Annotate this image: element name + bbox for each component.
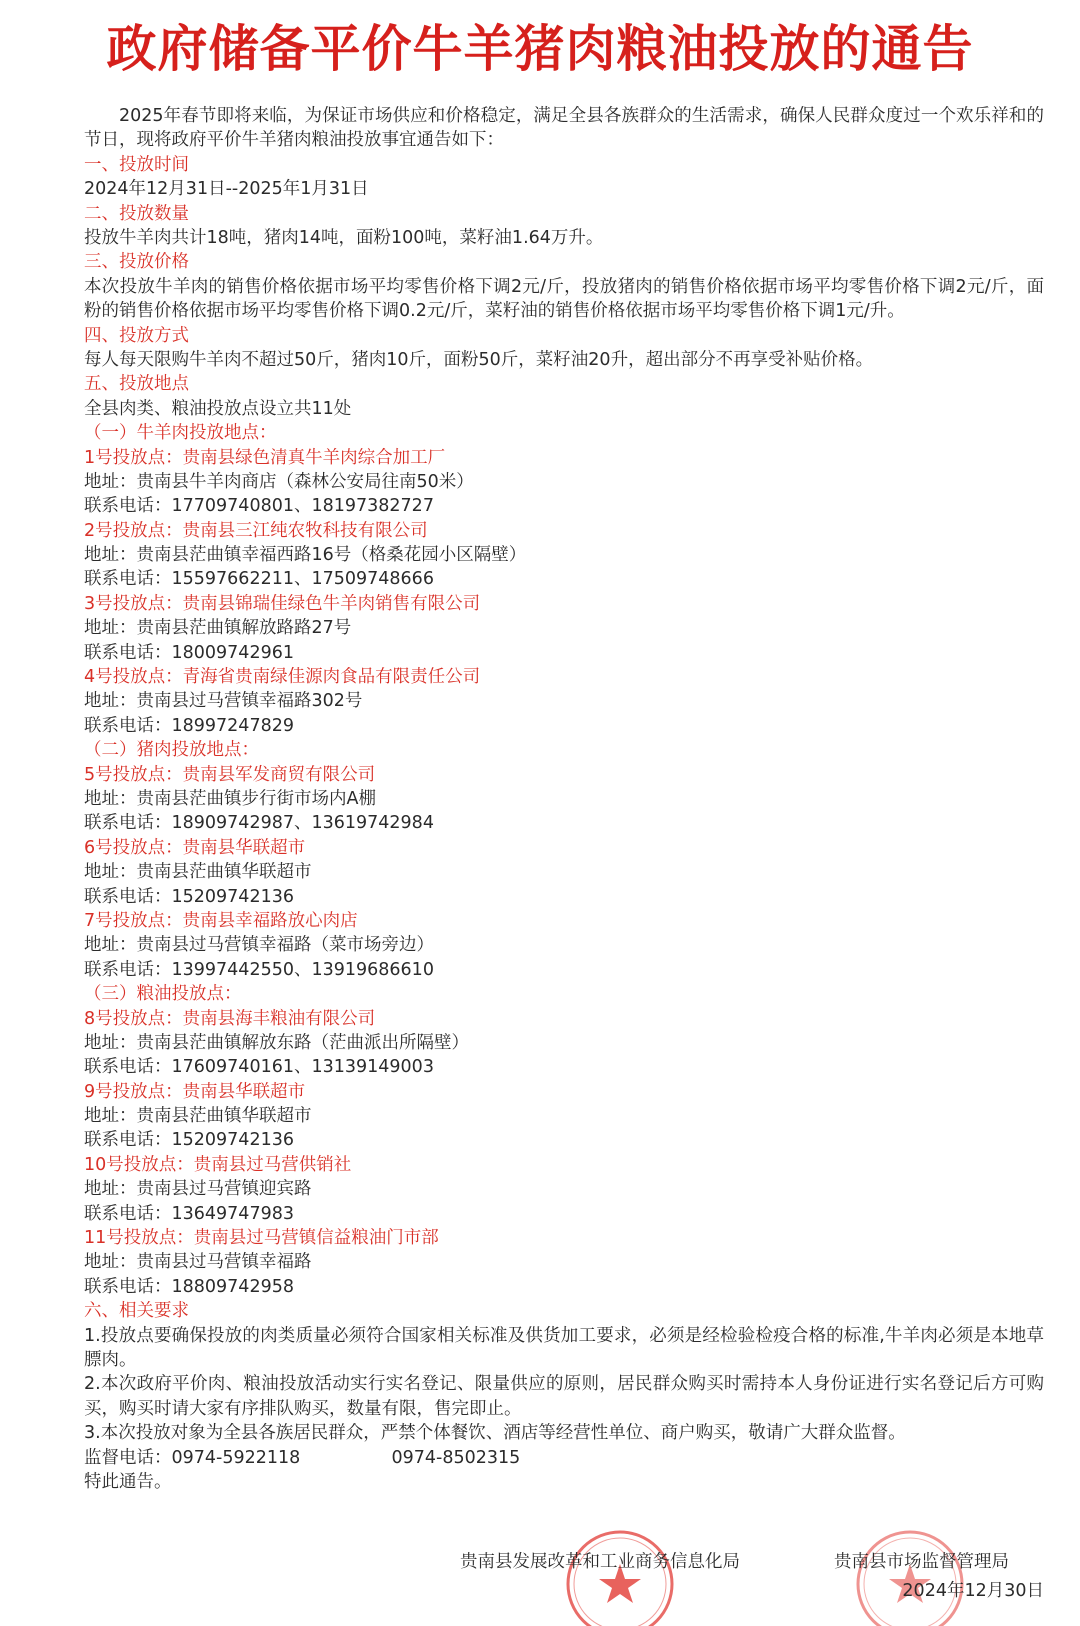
point-address: 地址：贵南县牛羊肉商店（森林公安局往南50米） xyxy=(84,471,474,492)
point-address: 地址：贵南县茫曲镇解放东路（茫曲派出所隔壁） xyxy=(84,1032,469,1053)
point-address: 地址：贵南县过马营镇幸福路 xyxy=(84,1252,312,1273)
point-phone: 联系电话：18997247829 xyxy=(84,715,294,736)
notice-date: 2024年12月30日 xyxy=(902,1581,1044,1601)
section-text-time: 2024年12月31日--2025年1月31日 xyxy=(84,179,369,200)
section-heading-quantity: 二、投放数量 xyxy=(84,203,189,224)
point-address: 地址：贵南县茫曲镇幸福西路16号（格桑花园小区隔壁） xyxy=(84,545,527,566)
section-heading-requirements: 六、相关要求 xyxy=(84,1301,189,1322)
point-address: 地址：贵南县茫曲镇步行街市场内A棚 xyxy=(84,789,376,809)
official-seal-left xyxy=(560,1526,680,1626)
point-address: 地址：贵南县茫曲镇解放路路27号 xyxy=(84,618,352,639)
supervision-phone-1: 0974-5922118 xyxy=(171,1447,301,1468)
point-phone: 联系电话：17709740801、18197382727 xyxy=(84,496,434,517)
section-heading-method: 四、投放方式 xyxy=(84,325,189,346)
supervision-label: 监督电话： xyxy=(84,1447,172,1468)
point-name: 5号投放点：贵南县军发商贸有限公司 xyxy=(84,764,376,785)
point-name: 2号投放点：贵南县三江纯农牧科技有限公司 xyxy=(84,520,428,541)
official-seal-right xyxy=(850,1526,970,1626)
point-phone: 联系电话：13649747983 xyxy=(84,1203,294,1224)
point-address: 地址：贵南县过马营镇幸福路302号 xyxy=(84,691,363,712)
point-name: 10号投放点：贵南县过马营供销社 xyxy=(84,1154,352,1175)
group-label-beef-mutton: （一）牛羊肉投放地点： xyxy=(84,423,277,444)
requirement-item: 1.投放点要确保投放的肉类质量必须符合国家相关标准及供货加工要求，必须是经检验检疫合格的标准,牛羊肉必须是本地草膘肉。 xyxy=(84,1325,1044,1370)
signature-right: 贵南县市场监督管理局 xyxy=(834,1552,1009,1572)
point-phone: 联系电话：13997442550、13919686610 xyxy=(84,959,434,980)
requirement-item: 2.本次政府平价肉、粮油投放活动实行实名登记、限量供应的原则，居民群众购买时需持本人身份证进行实名登记后方可购买，购买时请大家有序排队购买，数量有限，售完即止。 xyxy=(84,1374,1044,1419)
point-name: 11号投放点：贵南县过马营镇信益粮油门市部 xyxy=(84,1228,439,1249)
point-name: 3号投放点：贵南县锦瑞佳绿色牛羊肉销售有限公司 xyxy=(84,593,481,614)
notice-title: 政府储备平价牛羊猪肉粮油投放的通告 xyxy=(106,19,974,78)
point-name: 1号投放点：贵南县绿色清真牛羊肉综合加工厂 xyxy=(84,447,446,468)
section-heading-price: 三、投放价格 xyxy=(84,252,189,273)
point-phone: 联系电话：15209742136 xyxy=(84,886,294,907)
supervision-phones xyxy=(84,1446,1044,1470)
section-text-method: 每人每天限购牛羊肉不超过50斤，猪肉10斤，面粉50斤，菜籽油20升，超出部分不再享受补贴价格。 xyxy=(84,349,874,370)
supervision-phone-2: 0974-8502315 xyxy=(391,1447,521,1468)
point-address: 地址：贵南县茫曲镇华联超市 xyxy=(84,862,312,883)
point-phone: 联系电话：18009742961 xyxy=(84,642,294,663)
intro-paragraph: 2025年春节即将来临，为保证市场供应和价格稳定，满足全县各族群众的生活需求，确保人民群众度过一个欢乐祥和的节日，现将政府平价牛羊猪肉粮油投放事宜通告如下： xyxy=(84,106,1044,151)
closing-text: 特此通告。 xyxy=(84,1472,172,1493)
section-text-quantity: 投放牛羊肉共计18吨，猪肉14吨，面粉100吨，菜籽油1.64万升。 xyxy=(84,227,604,248)
point-name: 6号投放点：贵南县华联超市 xyxy=(84,837,306,858)
section-text-price: 本次投放牛羊肉的销售价格依据市场平均零售价格下调2元/斤，投放猪肉的销售价格依据市场平均零售价格下调2元/斤，面粉的销售价格依据市场平均零售价格下调0.2元/斤，菜籽油的销售价格依据市场平均零售价格下调1元/升。 xyxy=(84,276,1044,322)
group-label-grain-oil: （三）粮油投放点： xyxy=(84,984,242,1005)
requirement-item: 3.本次投放对象为全县各族居民群众，严禁个体餐饮、酒店等经营性单位、商户购买，敬请广大群众监督。 xyxy=(84,1423,906,1444)
section-heading-time: 一、投放时间 xyxy=(84,154,189,175)
point-address: 地址：贵南县茫曲镇华联超市 xyxy=(84,1106,312,1127)
point-name: 4号投放点：青海省贵南绿佳源肉食品有限责任公司 xyxy=(84,667,481,688)
section-heading-location: 五、投放地点 xyxy=(84,374,189,395)
signature-left: 贵南县发展改革和工业商务信息化局 xyxy=(460,1552,740,1572)
point-phone: 联系电话：17609740161、13139149003 xyxy=(84,1057,434,1078)
point-phone: 联系电话：18909742987、13619742984 xyxy=(84,813,434,834)
point-address: 地址：贵南县过马营镇幸福路（菜市场旁边） xyxy=(84,935,434,956)
section-text-location: 全县肉类、粮油投放点设立共11处 xyxy=(84,398,352,419)
point-phone: 联系电话：15597662211、17509748666 xyxy=(84,569,434,590)
point-name: 9号投放点：贵南县华联超市 xyxy=(84,1081,306,1102)
point-name: 8号投放点：贵南县海丰粮油有限公司 xyxy=(84,1008,376,1029)
point-address: 地址：贵南县过马营镇迎宾路 xyxy=(84,1179,312,1200)
point-phone: 联系电话：18809742958 xyxy=(84,1276,294,1297)
group-label-pork: （二）猪肉投放地点： xyxy=(84,740,259,761)
point-phone: 联系电话：15209742136 xyxy=(84,1130,294,1151)
notice-body xyxy=(84,104,1044,1494)
point-name: 7号投放点：贵南县幸福路放心肉店 xyxy=(84,910,358,931)
